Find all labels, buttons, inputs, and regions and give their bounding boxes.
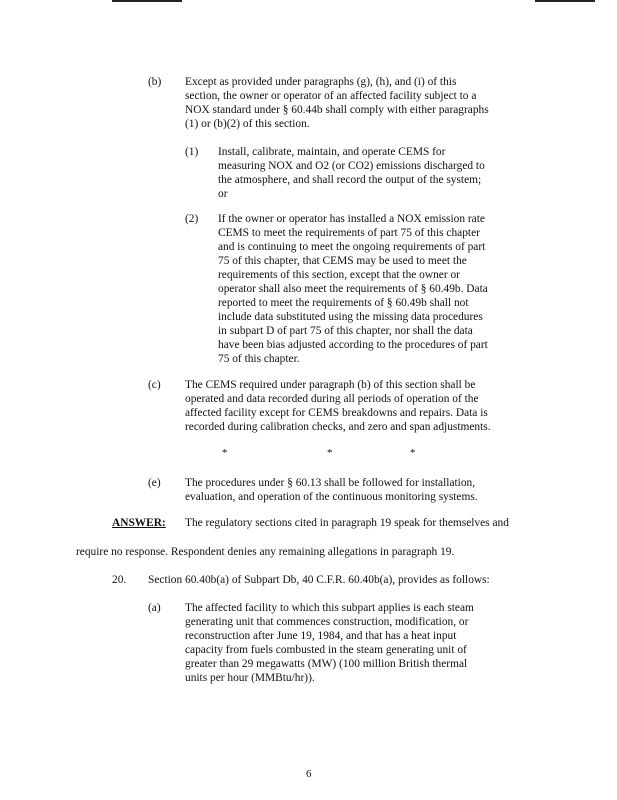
item-2-label: (2) xyxy=(185,213,199,225)
item-2-line: requirements of this section, except that the owner or xyxy=(218,269,460,281)
paragraph-c-line: operated and data recorded during all periods of operation of the xyxy=(185,393,479,405)
paragraph-c-line: The CEMS required under paragraph (b) of this section shall be xyxy=(185,379,476,391)
page-number: 6 xyxy=(306,768,312,780)
answer-line: require no response. Respondent denies any remaining allegations in paragraph 19. xyxy=(76,546,455,558)
omission-star: * xyxy=(222,447,228,459)
item-2-line: 75 of this chapter. xyxy=(218,353,300,365)
paragraph-b-line: NOX standard under § 60.44b shall comply with either paragraphs xyxy=(185,104,489,116)
answer-line: The regulatory sections cited in paragraph 19 speak for themselves and xyxy=(185,517,509,529)
item-1-label: (1) xyxy=(185,146,199,158)
paragraph-a-line: capacity from fuels combusted in the steam generating unit of xyxy=(185,644,467,656)
item-1-line: or xyxy=(218,188,228,200)
item-2-line: If the owner or operator has installed a NOX emission rate xyxy=(218,213,485,225)
omission-star: * xyxy=(410,447,416,459)
paragraph-a-line: greater than 29 megawatts (MW) (100 million British thermal xyxy=(185,658,468,670)
paragraph-b-line: section, the owner or operator of an affected facility subject to a xyxy=(185,90,477,102)
paragraph-c-label: (c) xyxy=(148,379,161,391)
scan-artifact xyxy=(535,0,595,2)
paragraph-a-line: reconstruction after June 19, 1984, and that has a heat input xyxy=(185,630,457,642)
paragraph-a-line: units per hour (MMBtu/hr)). xyxy=(185,672,315,684)
item-1-line: Install, calibrate, maintain, and operate CEMS for xyxy=(218,146,446,158)
item-2-line: operator shall also meet the requirements of § 60.49b. Data xyxy=(218,283,488,295)
scan-artifact xyxy=(112,0,182,2)
paragraph-a-line: The affected facility to which this subpart applies is each steam xyxy=(185,602,474,614)
paragraph-a-line: generating unit that commences construction, modification, or xyxy=(185,616,469,628)
paragraph-e-label: (e) xyxy=(148,477,161,489)
paragraph-c-line: recorded during calibration checks, and zero and span adjustments. xyxy=(185,421,491,433)
paragraph-e-line: evaluation, and operation of the continuous monitoring systems. xyxy=(185,491,478,503)
item-1-line: the atmosphere, and shall record the output of the system; xyxy=(218,174,482,186)
item-2-line: have been bias adjusted according to the procedures of part xyxy=(218,339,488,351)
item-2-line: reported to meet the requirements of § 60.49b shall not xyxy=(218,297,469,309)
item-2-line: include data substituted using the missing data procedures xyxy=(218,311,483,323)
omission-star: * xyxy=(327,447,333,459)
item-2-line: and is continuing to meet the ongoing requirements of part xyxy=(218,241,486,253)
answer-label: ANSWER: xyxy=(112,517,166,529)
item-2-line: CEMS to meet the requirements of part 75 of this chapter xyxy=(218,227,480,239)
paragraph-20-number: 20. xyxy=(112,574,127,586)
paragraph-b-line: (1) or (b)(2) of this section. xyxy=(185,118,310,130)
paragraph-c-line: affected facility except for CEMS breakdowns and repairs. Data is xyxy=(185,407,488,419)
paragraph-a-label: (a) xyxy=(148,602,161,614)
paragraph-b-label: (b) xyxy=(148,76,162,88)
item-2-line: in subpart D of part 75 of this chapter, nor shall the data xyxy=(218,325,473,337)
paragraph-e-line: The procedures under § 60.13 shall be followed for installation, xyxy=(185,477,476,489)
item-2-line: 75 of this chapter, that CEMS may be used to meet the xyxy=(218,255,467,267)
paragraph-b-line: Except as provided under paragraphs (g), (h), and (i) of this xyxy=(185,76,457,88)
item-1-line: measuring NOX and O2 (or CO2) emissions discharged to xyxy=(218,160,485,172)
paragraph-20-text: Section 60.40b(a) of Subpart Db, 40 C.F.R. 60.40b(a), provides as follows: xyxy=(148,574,490,586)
